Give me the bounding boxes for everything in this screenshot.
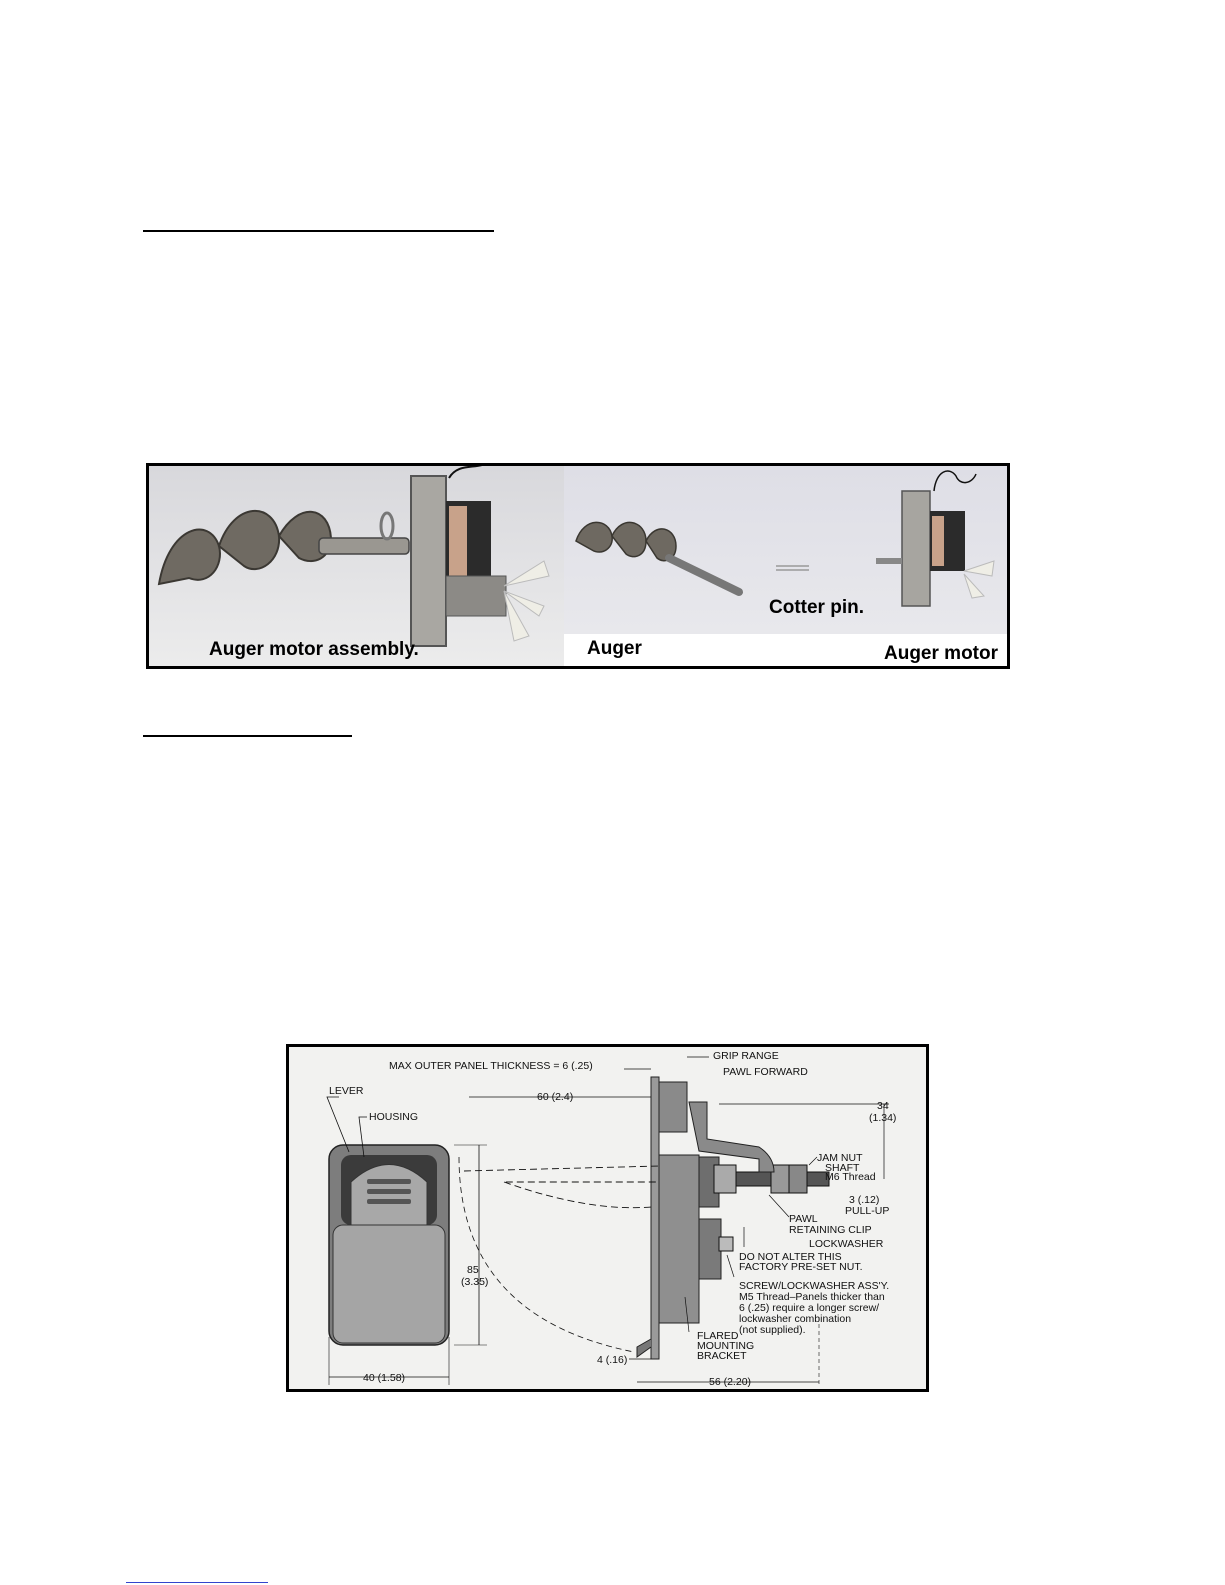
- label-housing: HOUSING: [369, 1111, 419, 1123]
- label-max-panel: MAX OUTER PANEL THICKNESS = 6 (.25): [389, 1060, 593, 1072]
- auger-assembly-caption: Auger motor assembly.: [209, 639, 419, 660]
- dim-34-in: (1.34): [869, 1112, 897, 1124]
- label-lockwasher: LOCKWASHER: [809, 1238, 884, 1250]
- label-m6-thread: M6 Thread: [825, 1171, 876, 1183]
- label-do-not-alter-2: FACTORY PRE-SET NUT.: [739, 1261, 863, 1273]
- label-screw-3: 6 (.25) require a longer screw/: [739, 1302, 880, 1314]
- dim-40: 40 (1.58): [363, 1372, 406, 1384]
- label-retaining-clip: RETAINING CLIP: [789, 1224, 872, 1236]
- dim-34: 34: [877, 1100, 889, 1112]
- auger-caption: Auger: [587, 638, 642, 659]
- cotter-pin-caption: Cotter pin.: [769, 597, 864, 618]
- dim-60: 60 (2.4): [537, 1091, 574, 1103]
- label-pawl-forward: PAWL FORWARD: [723, 1066, 808, 1078]
- auger-parts-photo: [564, 466, 1007, 666]
- auger-assembly-photo: [149, 466, 564, 666]
- label-pull-up: PULL-UP: [845, 1205, 890, 1217]
- latch-dimension-diagram: [286, 1044, 929, 1392]
- label-screw-2: M5 Thread–Panels thicker than: [739, 1291, 885, 1303]
- auger-motor-caption: Auger motor: [884, 643, 998, 664]
- auger-parts-illustration: [564, 466, 1007, 666]
- latch-drawing: [289, 1047, 926, 1389]
- label-lever: LEVER: [329, 1085, 364, 1097]
- label-screw-5: (not supplied).: [739, 1324, 806, 1336]
- label-do-not-alter-1: DO NOT ALTER THIS: [739, 1251, 842, 1263]
- dim-4: 4 (.16): [597, 1354, 628, 1366]
- dim-85-in: (3.35): [461, 1276, 489, 1288]
- label-flared-2: MOUNTING: [697, 1340, 755, 1352]
- label-jam-nut: JAM NUT: [817, 1152, 863, 1164]
- dim-85: 85: [467, 1264, 479, 1276]
- dim-3: 3 (.12): [849, 1194, 880, 1206]
- section-heading-underline-1: [143, 230, 494, 232]
- dim-56: 56 (2.20): [709, 1376, 752, 1388]
- label-flared-3: BRACKET: [697, 1350, 747, 1362]
- footer-link-underline: [126, 1582, 268, 1583]
- label-flared-1: FLARED: [697, 1330, 739, 1342]
- label-pawl: PAWL: [789, 1213, 818, 1225]
- label-screw-4: lockwasher combination: [739, 1313, 852, 1325]
- section-heading-underline-2: [143, 735, 352, 737]
- label-shaft: SHAFT: [825, 1162, 860, 1174]
- label-screw-1: SCREW/LOCKWASHER ASS'Y.: [739, 1280, 890, 1292]
- auger-assembly-illustration: [149, 466, 564, 666]
- label-grip-range: GRIP RANGE: [713, 1050, 779, 1062]
- auger-photo-panel: [146, 463, 1010, 669]
